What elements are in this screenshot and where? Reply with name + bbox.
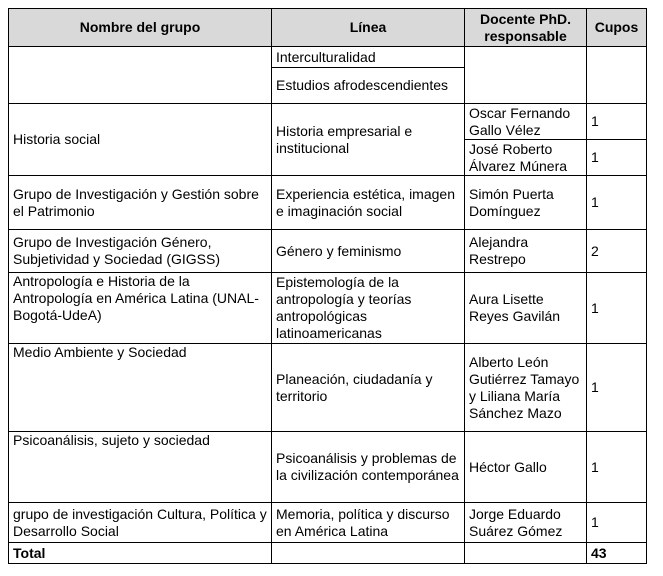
cell-grupo: Grupo de Investigación y Gestión sobre el Patrimonio xyxy=(9,176,272,230)
table-row xyxy=(9,176,647,230)
cell-cupos: 1 xyxy=(587,140,647,176)
groups-table xyxy=(8,8,647,564)
cell-docente: Alejandra Restrepo xyxy=(465,230,587,273)
cell-docente: Oscar Fernando Gallo Vélez xyxy=(465,104,587,140)
cell-empty xyxy=(272,543,465,564)
cell-linea: Interculturalidad xyxy=(272,47,465,68)
header-cupos: Cupos xyxy=(587,9,647,47)
table-row xyxy=(9,230,647,273)
cell-grupo: Historia social xyxy=(9,104,272,176)
cell-grupo: grupo de investigación Cultura, Política y Desarrollo Social xyxy=(9,503,272,543)
cell-cupos: 1 xyxy=(587,104,647,140)
table-row xyxy=(9,503,647,543)
cell-docente: Jorge Eduardo Suárez Gómez xyxy=(465,503,587,543)
total-value: 43 xyxy=(587,543,647,564)
cell-cupos xyxy=(587,47,647,104)
cell-grupo: Grupo de Investigación Género, Subjetividad y Sociedad (GIGSS) xyxy=(9,230,272,273)
cell-linea: Estudios afrodescendientes xyxy=(272,68,465,104)
cell-cupos: 2 xyxy=(587,230,647,273)
cell-docente: Simón Puerta Domínguez xyxy=(465,176,587,230)
header-docente: Docente PhD. responsable xyxy=(465,9,587,47)
cell-linea: Memoria, política y discurso en América Latina xyxy=(272,503,465,543)
cell-grupo xyxy=(9,47,272,104)
cell-linea: Epistemología de la antropología y teorías antropológicas latinoamericanas xyxy=(272,273,465,344)
cell-docente: Aura Lisette Reyes Gavilán xyxy=(465,273,587,344)
cell-grupo: Medio Ambiente y Sociedad xyxy=(9,344,272,432)
header-grupo: Nombre del grupo xyxy=(9,9,272,47)
table-row xyxy=(9,432,647,503)
cell-linea: Historia empresarial e institucional xyxy=(272,104,465,176)
table-row xyxy=(9,344,647,432)
cell-docente: Alberto León Gutiérrez Tamayo y Liliana María Sánchez Mazo xyxy=(465,344,587,432)
cell-linea: Género y feminismo xyxy=(272,230,465,273)
header-row xyxy=(9,9,647,47)
cell-empty xyxy=(465,543,587,564)
table-row xyxy=(9,104,647,140)
cell-linea: Planeación, ciudadanía y territorio xyxy=(272,344,465,432)
header-linea: Línea xyxy=(272,9,465,47)
cell-docente xyxy=(465,47,587,104)
cell-cupos: 1 xyxy=(587,176,647,230)
total-label: Total xyxy=(9,543,272,564)
cell-cupos: 1 xyxy=(587,432,647,503)
cell-linea: Experiencia estética, imagen e imaginación social xyxy=(272,176,465,230)
cell-cupos: 1 xyxy=(587,344,647,432)
cell-cupos: 1 xyxy=(587,273,647,344)
cell-cupos: 1 xyxy=(587,503,647,543)
table-row xyxy=(9,273,647,344)
cell-docente: José Roberto Álvarez Múnera xyxy=(465,140,587,176)
cell-grupo: Antropología e Historia de la Antropología en América Latina (UNAL- Bogotá-UdeA) xyxy=(9,273,272,344)
cell-linea: Psicoanálisis y problemas de la civilización contemporánea xyxy=(272,432,465,503)
total-row xyxy=(9,543,647,564)
cell-grupo: Psicoanálisis, sujeto y sociedad xyxy=(9,432,272,503)
table-row xyxy=(9,47,647,68)
cell-docente: Héctor Gallo xyxy=(465,432,587,503)
